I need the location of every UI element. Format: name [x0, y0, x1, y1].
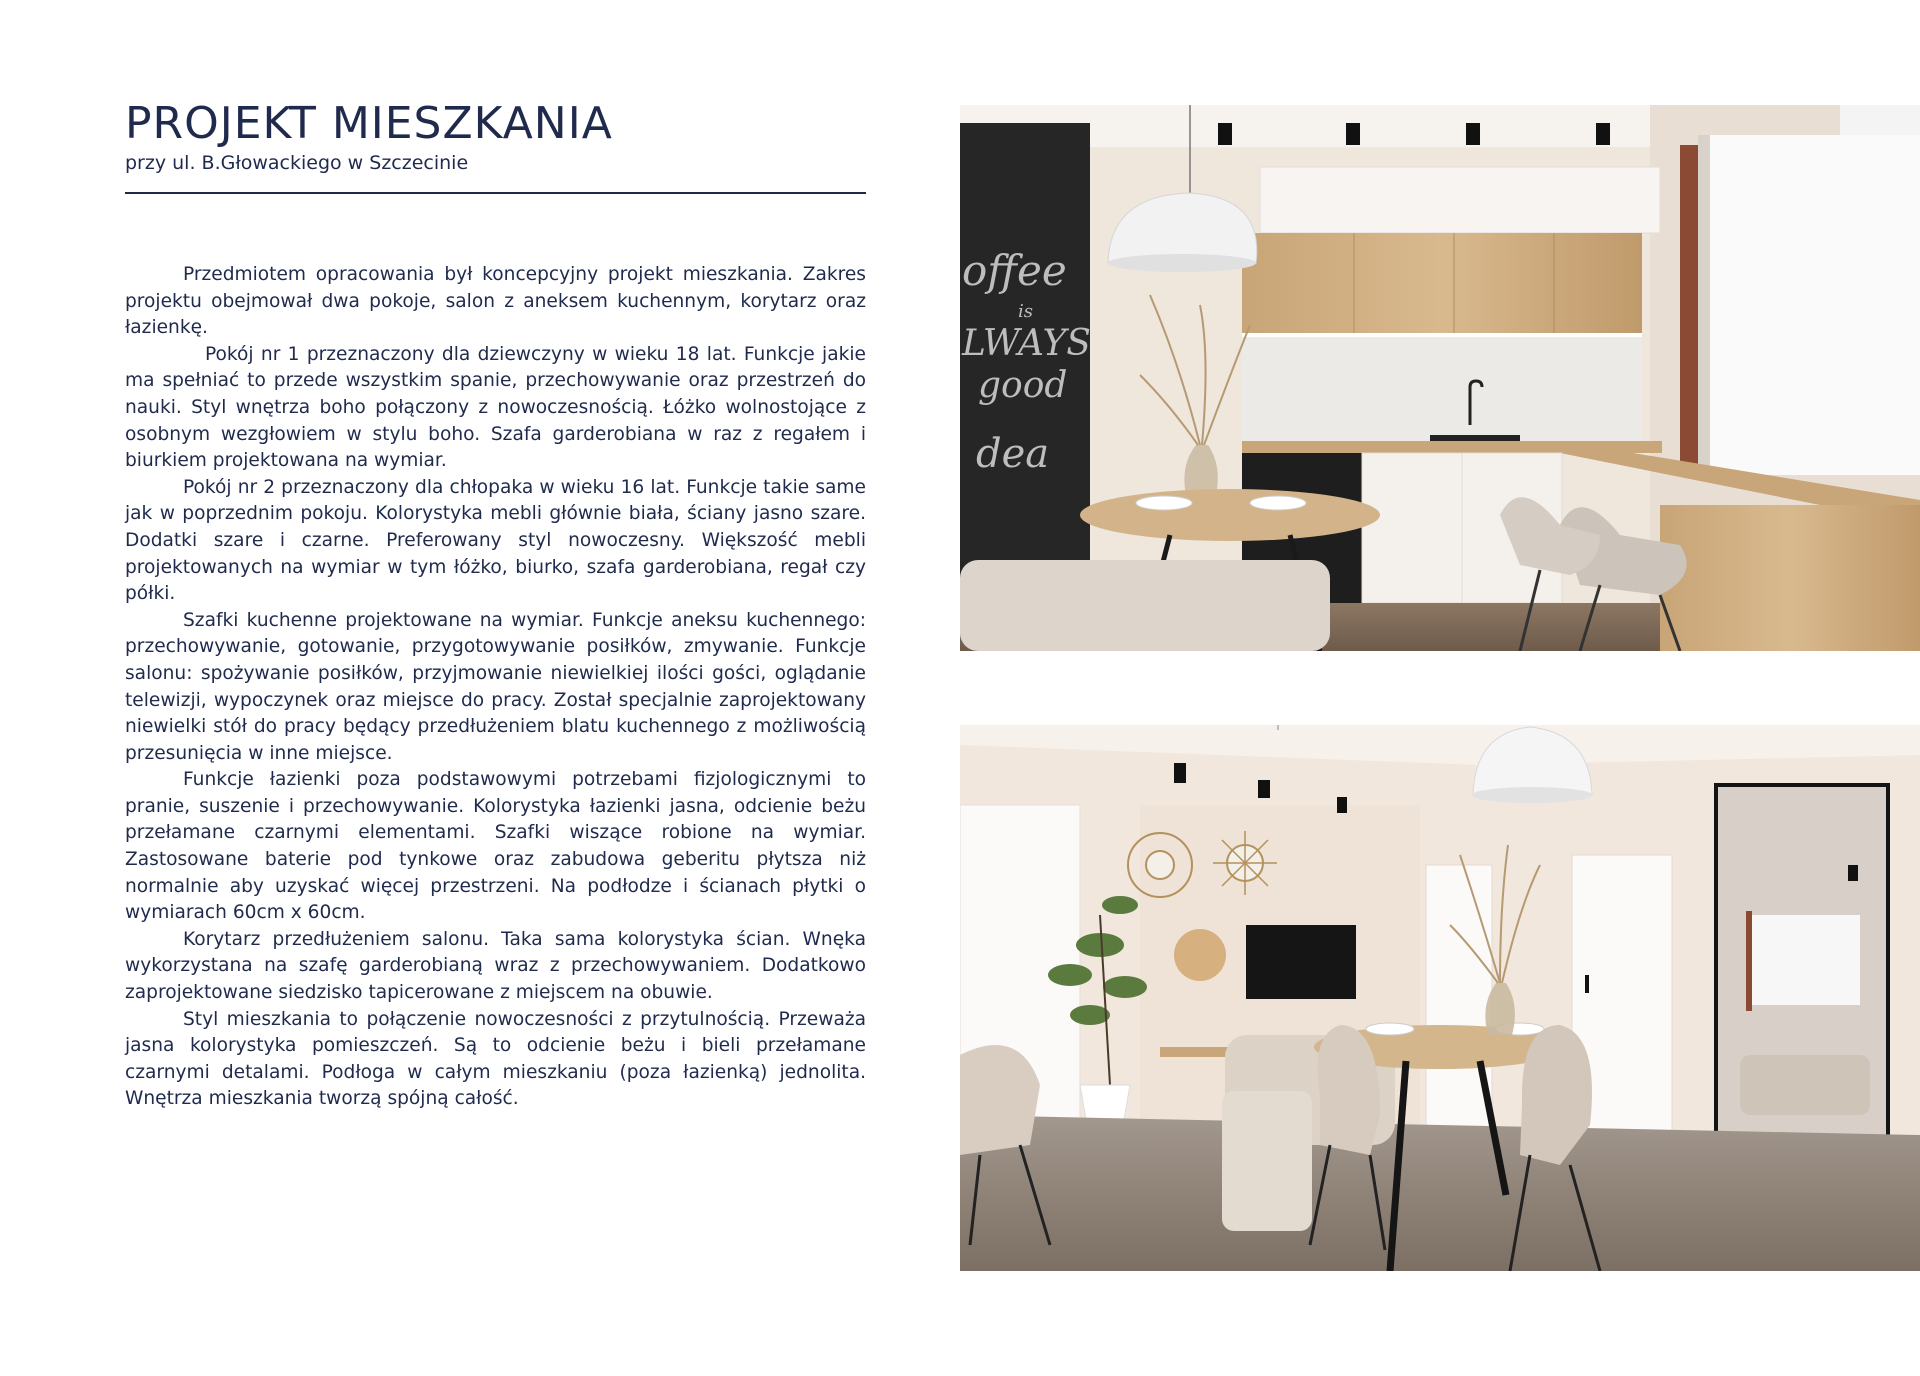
- paragraph-bathroom: Funkcje łazienki poza podstawowymi potrzebami fizjologicznymi to pranie, suszenie i przechowywanie. Kolorystyka łazienki jasna, odcienie beżu przełamane czarnymi elementami. Szafki wiszące robione na wymiar. Zastosowane baterie pod tynkowe oraz zabudowa geberitu płytsza niż normalnie aby uzyskać więcej przestrzeni. Na podłodze i ścianach płytki o wymiarach 60cm x 60cm.: [125, 769, 866, 924]
- paragraph-room1: Pokój nr 1 przeznaczony dla dziewczyny w wieku 18 lat. Funkcje jakie ma spełniać to przede wszystkim spanie, przechowywanie oraz przestrzeń do nauki. Styl wnętrza boho połączony z nowoczesnością. Łóżko wolnostojące z osobnym wezgłowiem w stylu boho. Szafa garderobiana w raz z regałem i biurkiem projektowana na wymiar.: [125, 343, 866, 472]
- title-divider: [125, 192, 866, 194]
- paragraph-intro: Przedmiotem opracowania był koncepcyjny projekt mieszkania. Zakres projektu obejmował dwa pokoje, salon z aneksem kuchennym, korytarz oraz łazienkę.: [125, 264, 866, 339]
- chalk-word-2: is: [1018, 301, 1033, 322]
- living-room-render-image: [960, 725, 1920, 1271]
- chalk-word-4: good: [978, 365, 1068, 406]
- paragraph-corridor: Korytarz przedłużeniem salonu. Taka sama kolorystyka ścian. Wnęka wykorzystana na szafę garderobianą wraz z przechowywaniem. Dodatkowo zaprojektowane siedzisko tapicerowane z miejscem na obuwie.: [125, 928, 866, 1004]
- page-title: PROJEKT MIESZKANIA: [125, 98, 613, 149]
- paragraph-room2: Pokój nr 2 przeznaczony dla chłopaka w wieku 16 lat. Funkcje takie same jak w poprzednim pokoju. Kolorystyka mebli głównie biała, ściany jasno szare. Dodatki szare i czarne. Preferowany styl nowoczesny. Większość mebli projektowanych na wymiar w tym łóżko, biurko, szafa garderobiana, regał czy półki.: [125, 476, 866, 605]
- page-subtitle: przy ul. B.Głowackiego w Szczecinie: [125, 152, 469, 174]
- kitchen-render-image: [960, 105, 1920, 651]
- chalk-word-5: dea: [976, 431, 1050, 477]
- chalk-word-3: LWAYS: [962, 323, 1091, 364]
- paragraph-style: Styl mieszkania to połączenie nowoczesności z przytulnością. Przeważa jasna kolorystyka pomieszczeń. Są to odcienie beżu i bieli przełamane czarnymi detalami. Podłoga w całym mieszkaniu (poza łazienką) jednolita. Wnętrza mieszkania tworzą spójną całość.: [125, 1008, 866, 1110]
- paragraph-kitchen: Szafki kuchenne projektowane na wymiar. Funkcje aneksu kuchennego: przechowywanie, gotowanie, przygotowywanie posiłków, zmywanie. Funkcje salonu: spożywanie posiłków, przyjmowanie niewielkiej ilości gości, oglądanie telewizji, wypoczynek oraz miejsce do pracy. Został specjalnie zaprojektowany niewielki stół do pracy będący przedłużeniem blatu kuchennego z możliwością przesunięcia w inne miejsce.: [125, 609, 866, 764]
- chalk-word-1: offee: [962, 246, 1067, 295]
- description-text: [125, 262, 866, 1113]
